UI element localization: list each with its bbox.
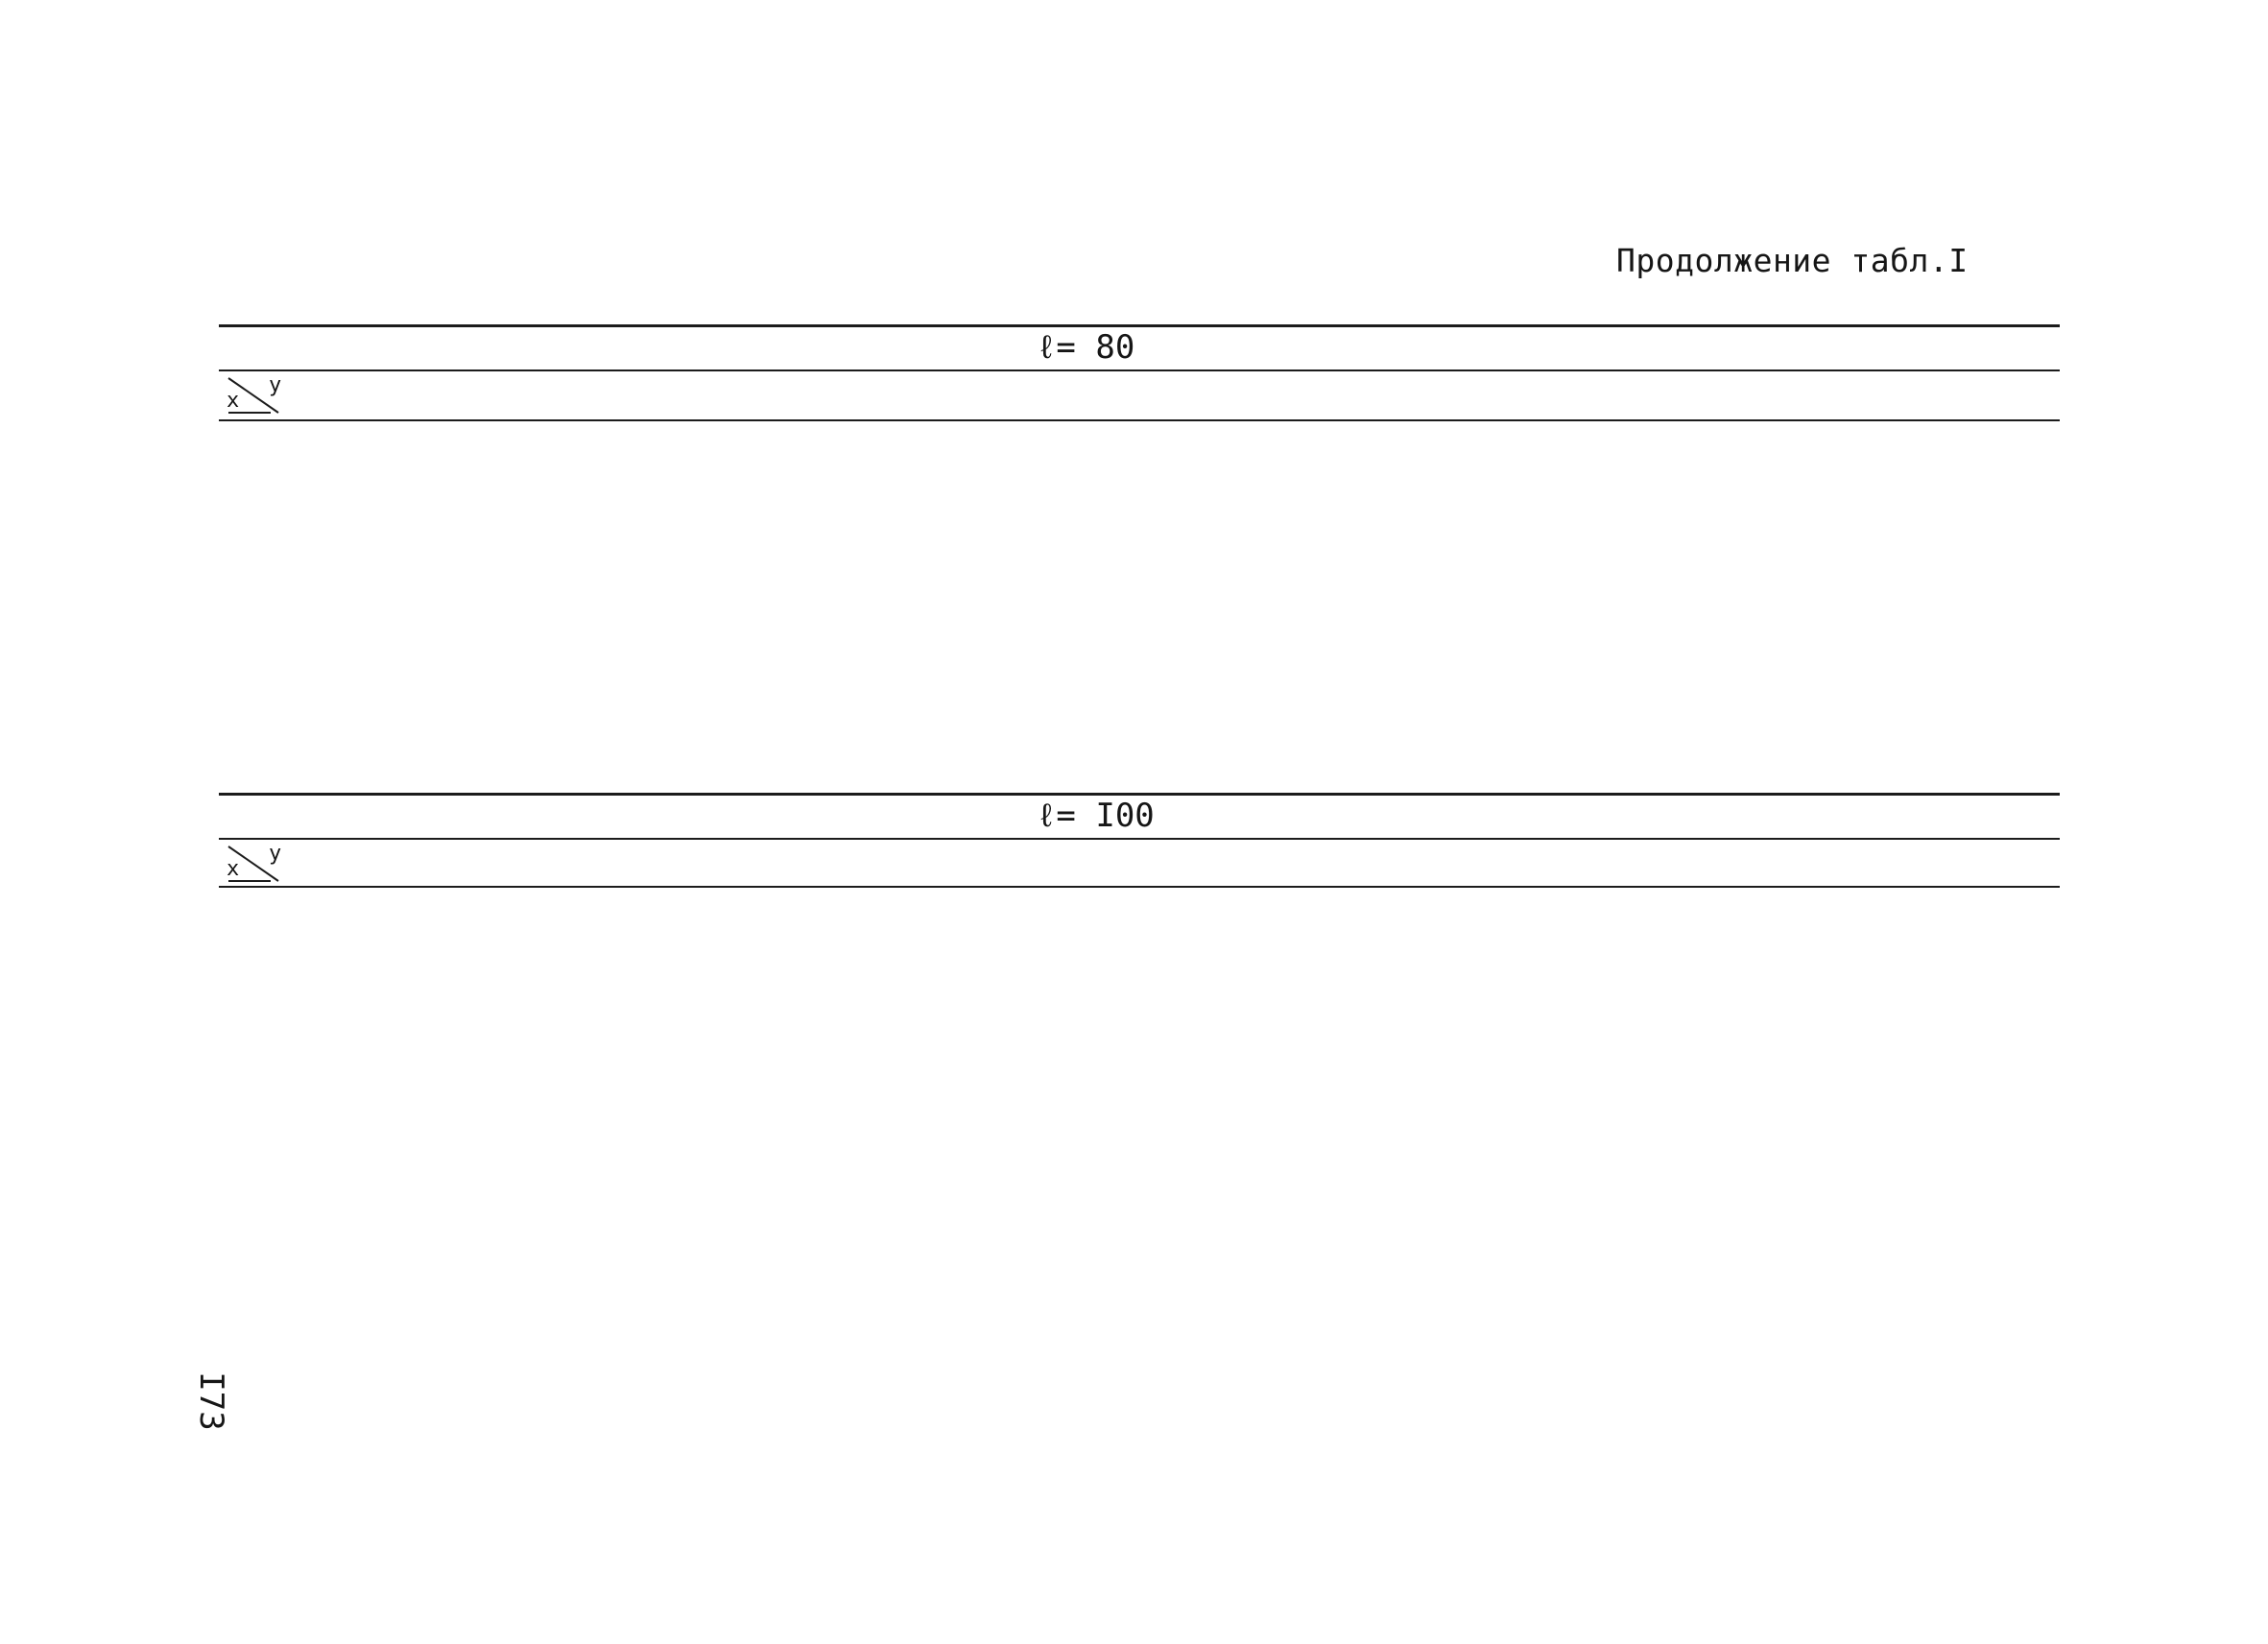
title-rule xyxy=(219,838,2060,840)
corner-cell xyxy=(223,843,292,885)
corner-y-label: y xyxy=(269,842,282,866)
table-top-rule xyxy=(219,793,2060,796)
corner-x-label: x xyxy=(227,857,240,881)
header-rule xyxy=(219,419,2060,421)
corner-cell xyxy=(223,374,292,417)
page-number: I73 xyxy=(192,1371,230,1431)
header-rule xyxy=(219,886,2060,888)
section-title: ℓ= 80 xyxy=(1037,328,1135,367)
title-rule xyxy=(219,369,2060,371)
table-top-rule xyxy=(219,324,2060,327)
corner-x-label: x xyxy=(227,389,240,413)
section-title: ℓ= I00 xyxy=(1037,797,1155,835)
corner-y-label: y xyxy=(269,373,282,397)
table-caption: Продолжение табл.I xyxy=(1616,242,1969,279)
